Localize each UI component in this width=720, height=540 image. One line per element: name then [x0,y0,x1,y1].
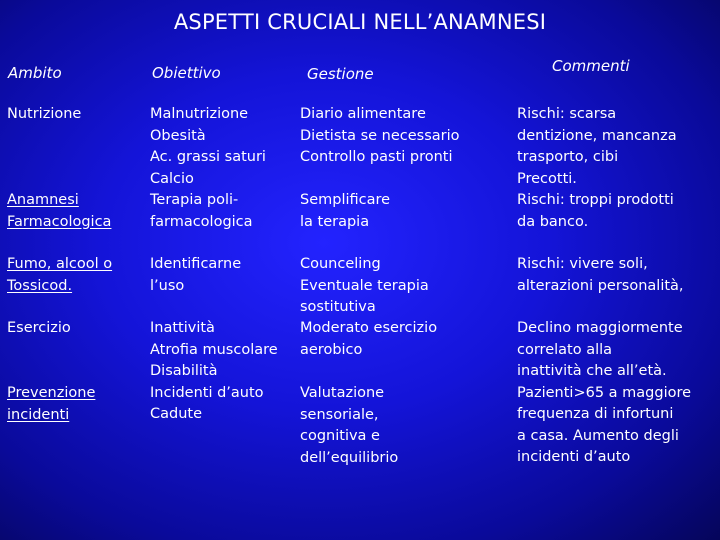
slide-title: ASPETTI CRUCIALI NELL’ANAMNESI [173,10,547,34]
gestione-fumo: Counceling Eventuale terapia sostitutiva [300,256,429,315]
header-ambito: Ambito [8,64,62,82]
gestione-nutrizione: Diario alimentare Dietista se necessario Controllo pasti pronti [300,106,460,165]
header-gestione: Gestione [307,65,374,83]
obiettivo-nutrizione-farmaci: Malnutrizione Obesità Ac. grassi saturi Calcio Terapia poli- farmacologica [150,106,266,230]
commenti-nutrizione-farmaci: Rischi: scarsa dentizione, mancanza trasporto, cibi Precotti. Rischi: troppi prodotti da banco. [517,106,677,230]
ambito-anamnesi-farmacologica: Anamnesi Farmacologica [7,192,112,230]
ambito-esercizio: Esercizio [7,320,71,336]
commenti-fumo: Rischi: vivere soli, alterazioni personalità, [517,256,684,294]
gestione-prevenzione: Valutazione sensoriale, cognitiva e dell’equilibrio [300,385,399,466]
gestione-farmaci: Semplificare la terapia [300,192,391,230]
ambito-fumo-alcool: Fumo, alcool o Tossicod. [7,256,113,294]
ambito-nutrizione: Nutrizione [7,106,82,122]
commenti-esercizio-prevenzione: Declino maggiormente correlato alla inattività che all’età. Pazienti>65 a maggiore frequenza di infortuni a casa. Aumento degli incidenti d’auto [517,320,692,465]
obiettivo-fumo: Identificarne l’uso [150,256,242,294]
header-obiettivo: Obiettivo [152,64,221,82]
obiettivo-esercizio-incidenti: Inattività Atrofia muscolare Disabilità Incidenti d’auto Cadute [150,320,278,422]
header-commenti: Commenti [552,57,630,75]
gestione-esercizio: Moderato esercizio aerobico [300,320,438,358]
ambito-prevenzione-incidenti: Prevenzione incidenti [7,385,96,423]
